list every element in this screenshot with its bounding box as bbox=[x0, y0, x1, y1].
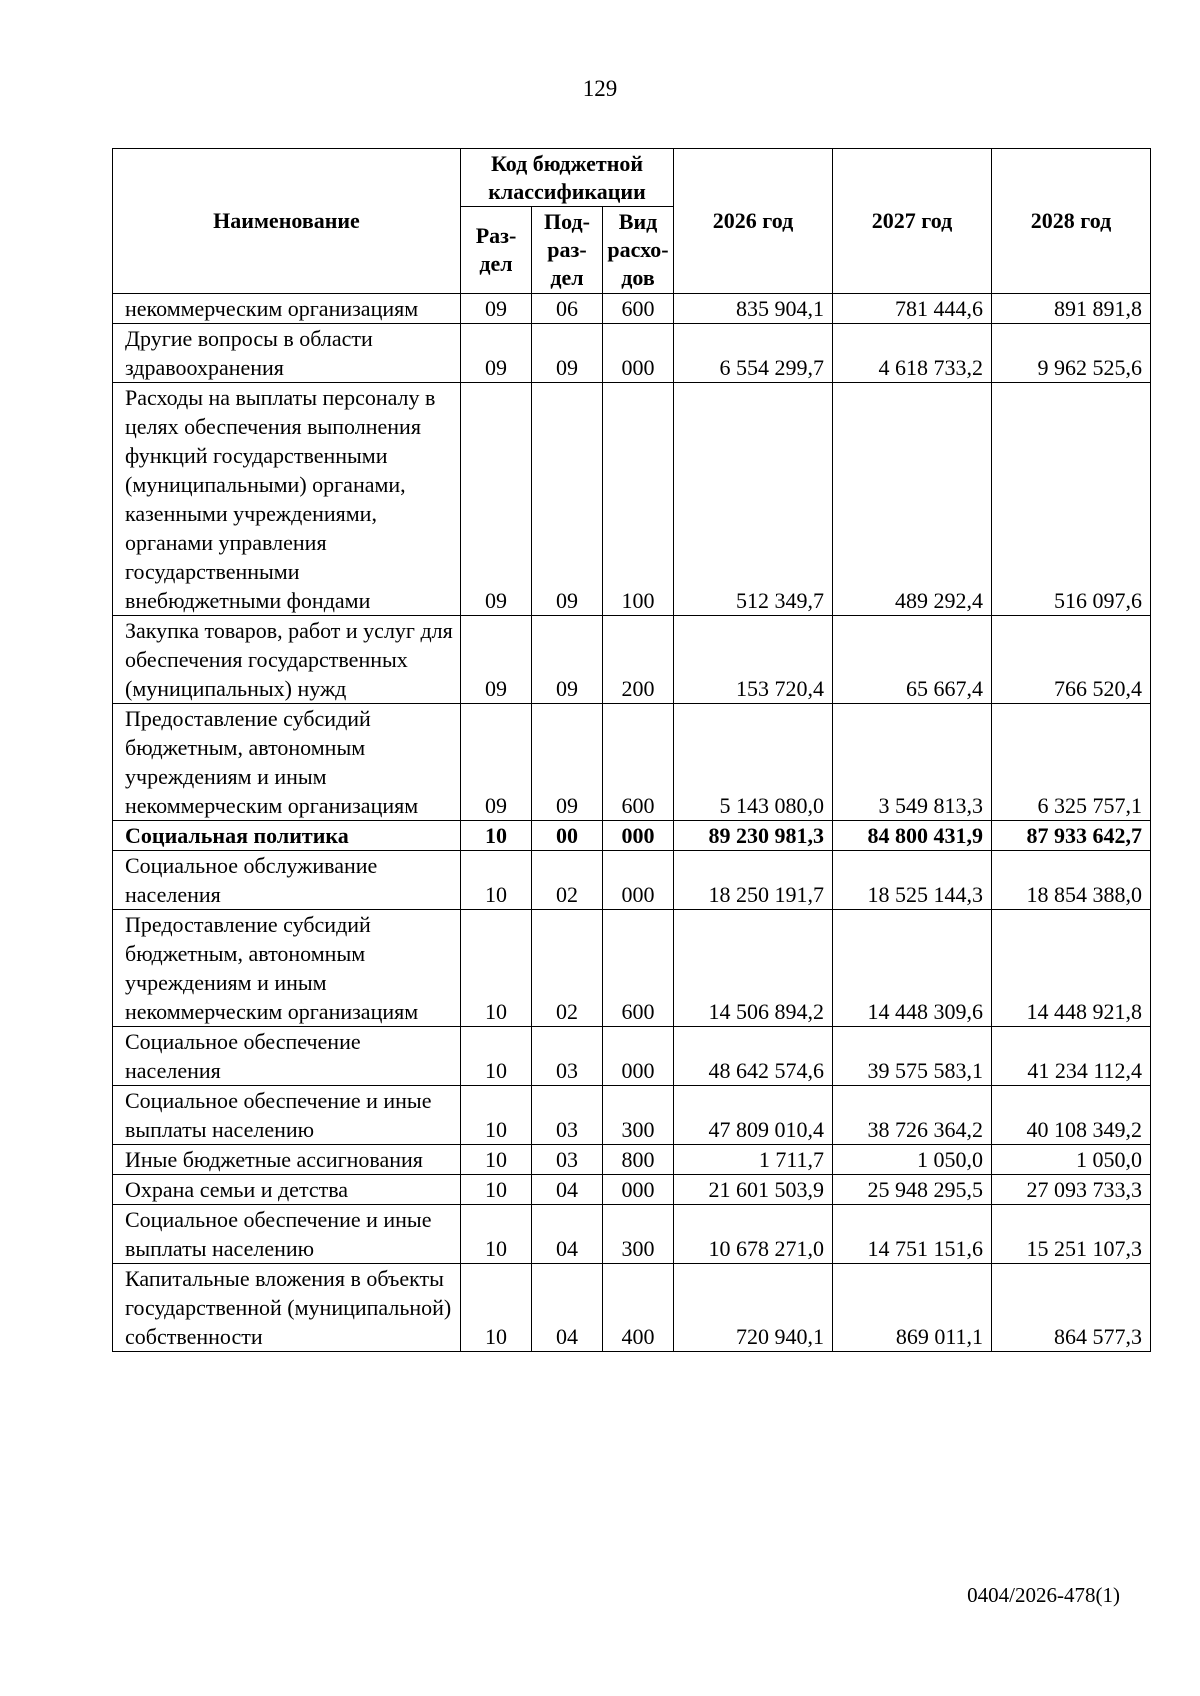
row-vid: 400 bbox=[603, 1264, 674, 1352]
row-podrazdel: 04 bbox=[532, 1175, 603, 1205]
row-value-2026: 5 143 080,0 bbox=[674, 704, 833, 821]
row-podrazdel: 03 bbox=[532, 1145, 603, 1175]
row-value-2028: 766 520,4 bbox=[992, 616, 1151, 704]
row-name: Другие вопросы в области здравоохранения bbox=[113, 324, 461, 383]
row-podrazdel: 03 bbox=[532, 1086, 603, 1145]
row-value-2027: 18 525 144,3 bbox=[833, 851, 992, 910]
table-row bbox=[113, 294, 1151, 324]
row-value-2027: 84 800 431,9 bbox=[833, 821, 992, 851]
row-value-2026: 6 554 299,7 bbox=[674, 324, 833, 383]
row-value-2026: 512 349,7 bbox=[674, 383, 833, 616]
row-value-2028: 6 325 757,1 bbox=[992, 704, 1151, 821]
row-razdel: 10 bbox=[461, 1205, 532, 1264]
row-name: Социальное обеспечение и иные выплаты населению bbox=[113, 1205, 461, 1264]
row-razdel: 09 bbox=[461, 616, 532, 704]
row-name: некоммерческим организациям bbox=[113, 294, 461, 324]
row-value-2027: 781 444,6 bbox=[833, 294, 992, 324]
row-value-2026: 14 506 894,2 bbox=[674, 910, 833, 1027]
row-name: Закупка товаров, работ и услуг для обеспечения государственных (муниципальных) нужд bbox=[113, 616, 461, 704]
row-vid: 100 bbox=[603, 383, 674, 616]
row-value-2027: 4 618 733,2 bbox=[833, 324, 992, 383]
header-razdel: Раз-дел bbox=[461, 207, 532, 294]
table-body bbox=[113, 294, 1151, 1352]
table-row bbox=[113, 1175, 1151, 1205]
row-podrazdel: 09 bbox=[532, 616, 603, 704]
row-value-2027: 25 948 295,5 bbox=[833, 1175, 992, 1205]
row-vid: 200 bbox=[603, 616, 674, 704]
row-podrazdel: 04 bbox=[532, 1264, 603, 1352]
row-razdel: 10 bbox=[461, 1086, 532, 1145]
header-name: Наименование bbox=[113, 149, 461, 294]
row-podrazdel: 09 bbox=[532, 704, 603, 821]
row-razdel: 09 bbox=[461, 294, 532, 324]
header-code-group: Код бюджетной классификации bbox=[461, 149, 674, 207]
table-row bbox=[113, 1205, 1151, 1264]
row-razdel: 10 bbox=[461, 1264, 532, 1352]
row-name: Социальное обеспечение населения bbox=[113, 1027, 461, 1086]
row-razdel: 09 bbox=[461, 324, 532, 383]
row-value-2027: 39 575 583,1 bbox=[833, 1027, 992, 1086]
row-razdel: 10 bbox=[461, 910, 532, 1027]
budget-table bbox=[112, 148, 1151, 1352]
header-vid: Вид расхо-дов bbox=[603, 207, 674, 294]
row-value-2028: 87 933 642,7 bbox=[992, 821, 1151, 851]
row-value-2026: 1 711,7 bbox=[674, 1145, 833, 1175]
row-vid: 800 bbox=[603, 1145, 674, 1175]
row-podrazdel: 04 bbox=[532, 1205, 603, 1264]
row-value-2027: 14 751 151,6 bbox=[833, 1205, 992, 1264]
row-podrazdel: 02 bbox=[532, 851, 603, 910]
row-value-2026: 47 809 010,4 bbox=[674, 1086, 833, 1145]
row-value-2026: 153 720,4 bbox=[674, 616, 833, 704]
row-name: Расходы на выплаты персоналу в целях обеспечения выполнения функций государственными (муниципальными) органами, казенными учреждениями, органами управления государственными внебюджетными фондами bbox=[113, 383, 461, 616]
row-value-2027: 1 050,0 bbox=[833, 1145, 992, 1175]
row-podrazdel: 09 bbox=[532, 383, 603, 616]
row-value-2028: 14 448 921,8 bbox=[992, 910, 1151, 1027]
header-year-2028: 2028 год bbox=[992, 149, 1151, 294]
row-value-2026: 18 250 191,7 bbox=[674, 851, 833, 910]
row-podrazdel: 09 bbox=[532, 324, 603, 383]
row-value-2026: 21 601 503,9 bbox=[674, 1175, 833, 1205]
row-name: Социальное обслуживание населения bbox=[113, 851, 461, 910]
row-name: Охрана семьи и детства bbox=[113, 1175, 461, 1205]
row-name: Иные бюджетные ассигнования bbox=[113, 1145, 461, 1175]
row-vid: 000 bbox=[603, 1027, 674, 1086]
row-razdel: 10 bbox=[461, 1027, 532, 1086]
table-row bbox=[113, 851, 1151, 910]
table-row bbox=[113, 324, 1151, 383]
row-value-2028: 9 962 525,6 bbox=[992, 324, 1151, 383]
row-vid: 300 bbox=[603, 1086, 674, 1145]
row-name: Социальное обеспечение и иные выплаты населению bbox=[113, 1086, 461, 1145]
row-value-2026: 10 678 271,0 bbox=[674, 1205, 833, 1264]
row-razdel: 10 bbox=[461, 851, 532, 910]
row-razdel: 10 bbox=[461, 821, 532, 851]
table-row bbox=[113, 1027, 1151, 1086]
row-podrazdel: 06 bbox=[532, 294, 603, 324]
row-razdel: 09 bbox=[461, 704, 532, 821]
row-vid: 000 bbox=[603, 821, 674, 851]
row-value-2027: 869 011,1 bbox=[833, 1264, 992, 1352]
row-value-2028: 891 891,8 bbox=[992, 294, 1151, 324]
row-value-2027: 14 448 309,6 bbox=[833, 910, 992, 1027]
row-vid: 000 bbox=[603, 1175, 674, 1205]
row-value-2028: 516 097,6 bbox=[992, 383, 1151, 616]
row-value-2028: 27 093 733,3 bbox=[992, 1175, 1151, 1205]
row-value-2027: 3 549 813,3 bbox=[833, 704, 992, 821]
header-year-2026: 2026 год bbox=[674, 149, 833, 294]
row-razdel: 09 bbox=[461, 383, 532, 616]
row-value-2028: 864 577,3 bbox=[992, 1264, 1151, 1352]
table-row bbox=[113, 1145, 1151, 1175]
table-row bbox=[113, 383, 1151, 616]
row-podrazdel: 00 bbox=[532, 821, 603, 851]
header-year-2027: 2027 год bbox=[833, 149, 992, 294]
row-podrazdel: 03 bbox=[532, 1027, 603, 1086]
table-row bbox=[113, 1264, 1151, 1352]
row-value-2026: 720 940,1 bbox=[674, 1264, 833, 1352]
row-razdel: 10 bbox=[461, 1145, 532, 1175]
row-value-2026: 48 642 574,6 bbox=[674, 1027, 833, 1086]
table-row bbox=[113, 821, 1151, 851]
row-vid: 300 bbox=[603, 1205, 674, 1264]
row-name: Социальная политика bbox=[113, 821, 461, 851]
table-row bbox=[113, 616, 1151, 704]
page-number: 129 bbox=[582, 76, 618, 101]
row-vid: 600 bbox=[603, 910, 674, 1027]
table-row bbox=[113, 910, 1151, 1027]
table-row bbox=[113, 704, 1151, 821]
row-value-2028: 15 251 107,3 bbox=[992, 1205, 1151, 1264]
row-razdel: 10 bbox=[461, 1175, 532, 1205]
row-podrazdel: 02 bbox=[532, 910, 603, 1027]
row-value-2027: 489 292,4 bbox=[833, 383, 992, 616]
row-value-2027: 38 726 364,2 bbox=[833, 1086, 992, 1145]
row-vid: 000 bbox=[603, 851, 674, 910]
row-value-2026: 835 904,1 bbox=[674, 294, 833, 324]
row-value-2028: 1 050,0 bbox=[992, 1145, 1151, 1175]
row-value-2026: 89 230 981,3 bbox=[674, 821, 833, 851]
row-value-2028: 41 234 112,4 bbox=[992, 1027, 1151, 1086]
row-value-2028: 40 108 349,2 bbox=[992, 1086, 1151, 1145]
row-vid: 000 bbox=[603, 324, 674, 383]
table-row bbox=[113, 1086, 1151, 1145]
row-name: Предоставление субсидий бюджетным, автономным учреждениям и иным некоммерческим организациям bbox=[113, 910, 461, 1027]
row-value-2027: 65 667,4 bbox=[833, 616, 992, 704]
header-podrazdel: Под-раз-дел bbox=[532, 207, 603, 294]
row-name: Предоставление субсидий бюджетным, автономным учреждениям и иным некоммерческим организациям bbox=[113, 704, 461, 821]
document-code: 0404/2026-478(1) bbox=[967, 1583, 1120, 1607]
row-name: Капитальные вложения в объекты государственной (муниципальной) собственности bbox=[113, 1264, 461, 1352]
table-header bbox=[113, 149, 1151, 294]
row-value-2028: 18 854 388,0 bbox=[992, 851, 1151, 910]
row-vid: 600 bbox=[603, 294, 674, 324]
row-vid: 600 bbox=[603, 704, 674, 821]
